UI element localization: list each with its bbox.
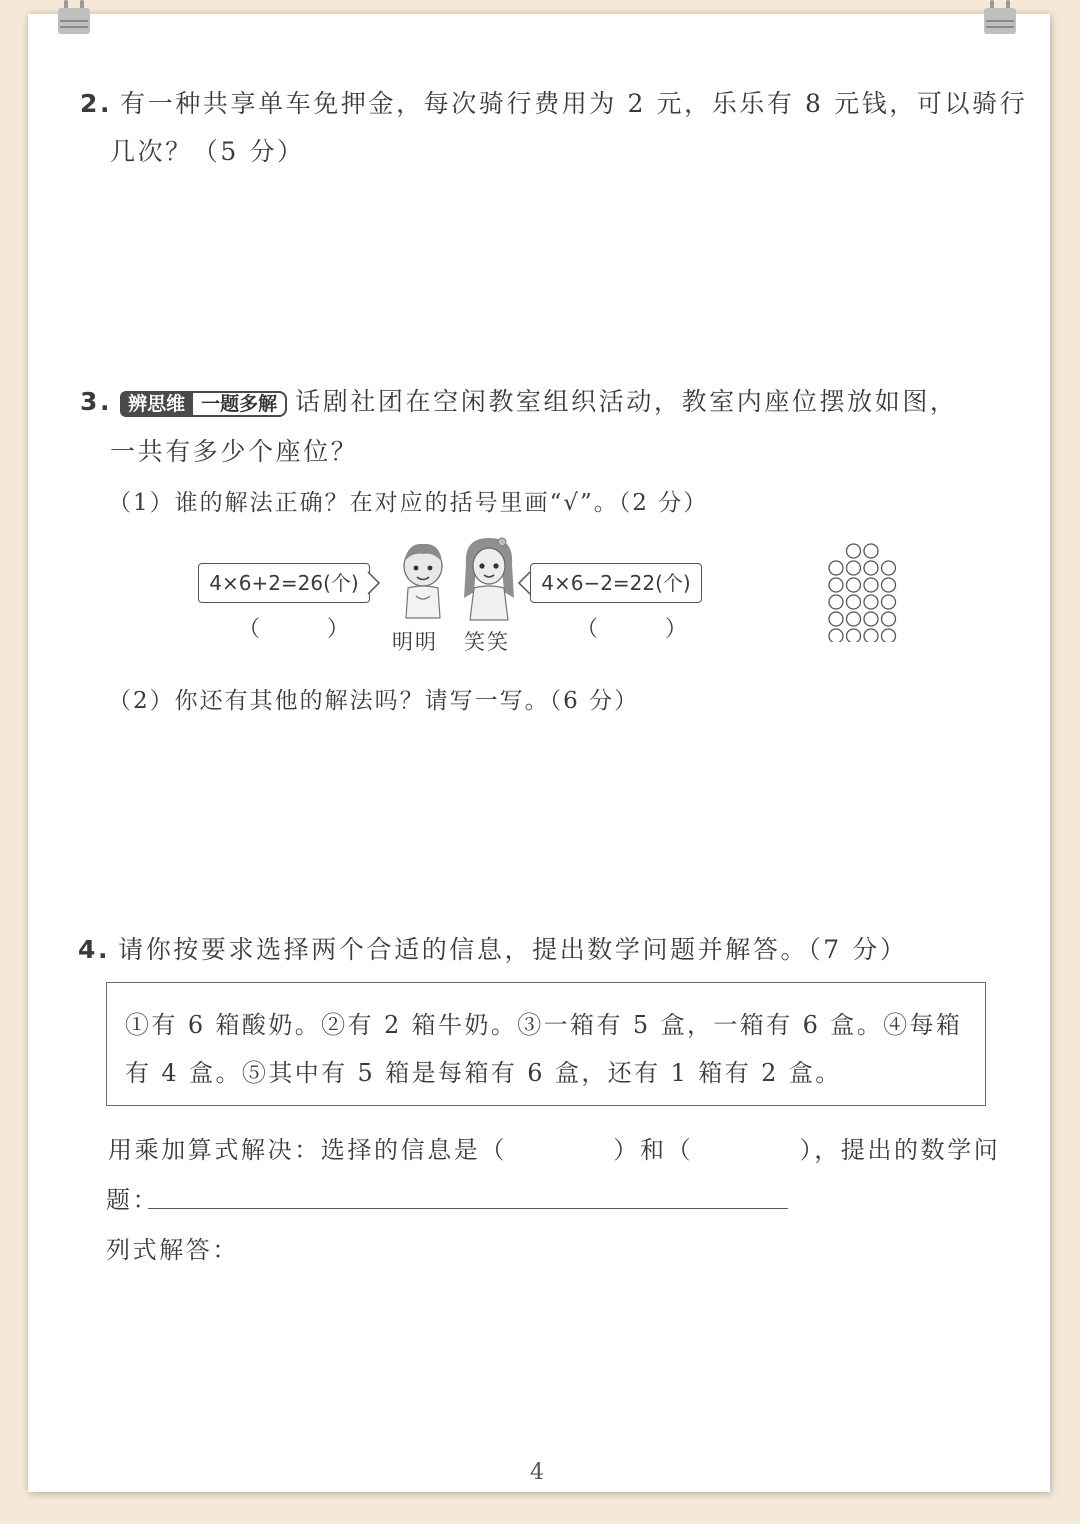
seat-circle xyxy=(864,595,878,609)
seat-circle xyxy=(829,629,843,642)
seat-circle xyxy=(882,629,896,642)
mingming-speech-bubble: 4×6+2=26(个) xyxy=(198,563,370,603)
q3-line1 xyxy=(80,382,958,418)
q2-text-line2: 几次？（5 分） xyxy=(110,137,305,166)
q3-number: 3. xyxy=(80,387,113,416)
bubble-pointer-right-icon xyxy=(366,570,382,596)
boy-mingming-icon xyxy=(394,540,452,622)
q4-answer-label: 列式解答： xyxy=(106,1236,239,1264)
seat-circle xyxy=(864,612,878,626)
q3-text-line1: 话剧社团在空闲教室组织活动，教室内座位摆放如图， xyxy=(295,387,958,416)
seat-circle xyxy=(882,578,896,592)
mingming-name: 明明 xyxy=(392,630,438,654)
q3-text-line2: 一共有多少个座位？ xyxy=(110,437,359,466)
girl-xiaoxiao-icon xyxy=(458,534,520,624)
q3-tag-thinking: 辨思维 xyxy=(120,391,193,417)
seat-circle xyxy=(847,595,861,609)
q3-part1: （1）谁的解法正确？在对应的括号里画“√”。（2 分） xyxy=(108,490,709,516)
question-answer-line[interactable] xyxy=(148,1208,788,1209)
seat-circle xyxy=(829,561,843,575)
seat-circle xyxy=(829,595,843,609)
q4-line1 xyxy=(78,930,907,966)
seat-circle xyxy=(847,612,861,626)
xiaoxiao-speech-bubble: 4×6−2=22(个) xyxy=(530,563,702,603)
seat-arrangement-icon xyxy=(826,542,906,642)
page-number: 4 xyxy=(530,1460,544,1485)
seat-circle xyxy=(847,578,861,592)
q4-prompt-line2: 题： xyxy=(106,1186,160,1214)
worksheet-page xyxy=(28,14,1050,1492)
seat-circle xyxy=(882,595,896,609)
seat-circle xyxy=(882,561,896,575)
binder-clip-left-icon xyxy=(52,0,96,42)
xiaoxiao-answer-paren[interactable]: （ ） xyxy=(576,617,717,642)
binder-clip-right-icon xyxy=(978,0,1022,42)
seat-circle xyxy=(829,578,843,592)
info-box xyxy=(106,982,986,1106)
q3-part2: （2）你还有其他的解法吗？请写一写。（6 分） xyxy=(108,688,640,714)
seat-circle xyxy=(847,629,861,642)
q2-number: 2. xyxy=(80,89,113,118)
seat-circle xyxy=(882,612,896,626)
q4-number: 4. xyxy=(78,935,111,964)
seat-circle xyxy=(847,561,861,575)
seat-circle xyxy=(847,544,861,558)
seat-circle xyxy=(864,561,878,575)
q4-text-line1: 请你按要求选择两个合适的信息，提出数学问题并解答。（7 分） xyxy=(118,935,908,964)
mingming-answer-paren[interactable]: （ ） xyxy=(238,617,379,642)
seat-circle xyxy=(864,544,878,558)
q4-prompt-line1: 用乘加算式解决：选择的信息是（ ）和（ ），提出的数学问 xyxy=(108,1136,1001,1164)
seat-circle xyxy=(829,612,843,626)
xiaoxiao-name: 笑笑 xyxy=(464,630,510,654)
info-line-1: ①有 6 箱酸奶。②有 2 箱牛奶。③一箱有 5 盒，一箱有 6 盒。④每箱 xyxy=(125,1011,963,1039)
info-line-2: 有 4 盒。⑤其中有 5 箱是每箱有 6 盒，还有 1 箱有 2 盒。 xyxy=(125,1059,842,1087)
q2-line1 xyxy=(80,84,1027,120)
q3-tag-multiple-solutions: 一题多解 xyxy=(193,391,287,417)
seat-circle xyxy=(864,629,878,642)
seat-circle xyxy=(864,578,878,592)
q2-text-line1: 有一种共享单车免押金，每次骑行费用为 2 元，乐乐有 8 元钱，可以骑行 xyxy=(120,89,1028,118)
